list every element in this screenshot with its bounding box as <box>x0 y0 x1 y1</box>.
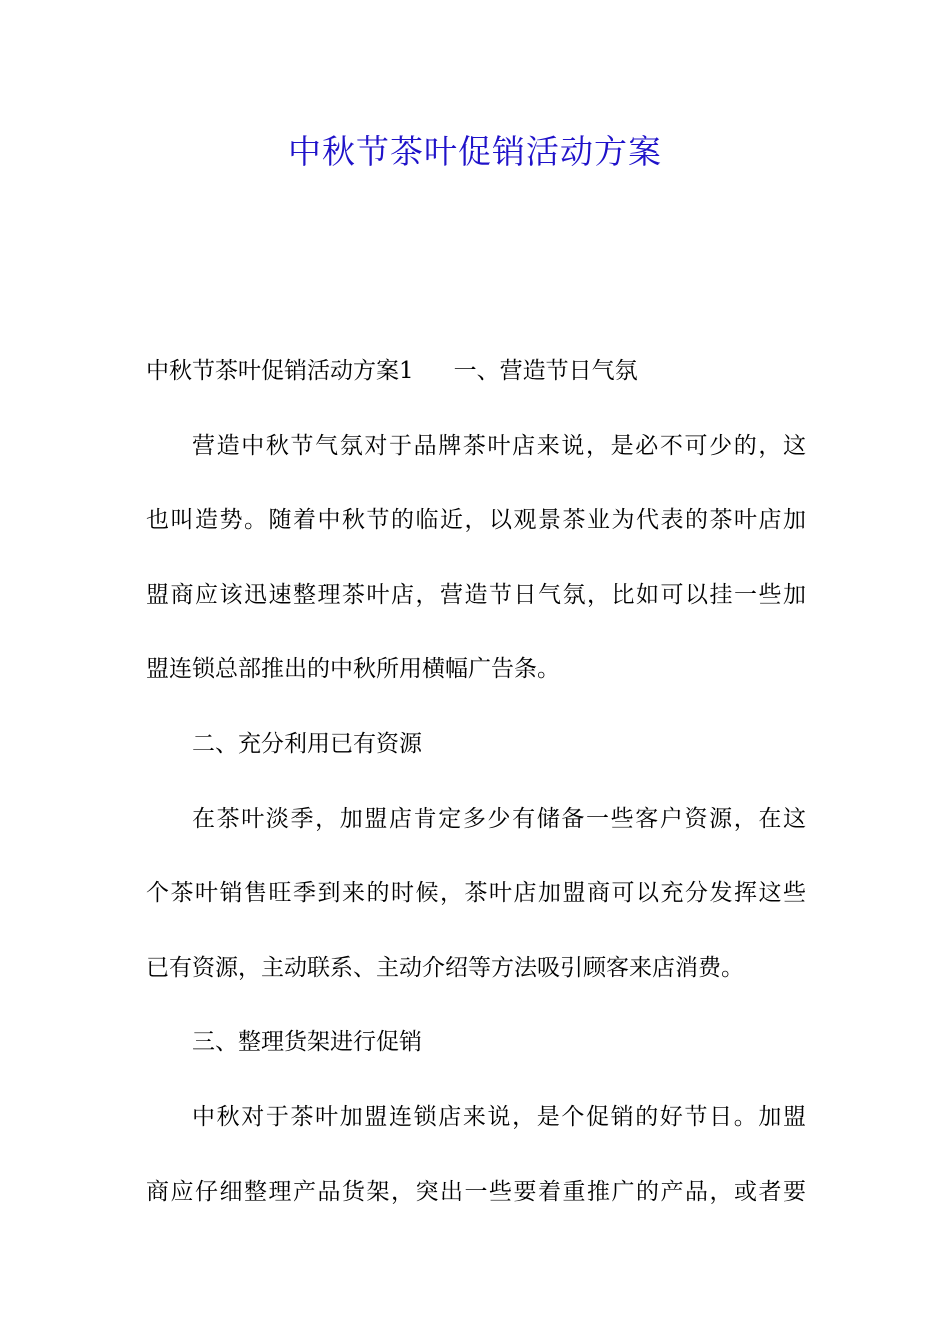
heading-line <box>146 334 806 409</box>
document-body <box>146 334 806 1229</box>
paragraph-3-line-1: 中秋对于茶叶加盟连锁店来说，是个促销的好节日。加盟 <box>192 1103 806 1130</box>
paragraph-1-line-2: 也叫造势。随着中秋节的临近，以观景茶业为代表的茶叶店加 <box>146 507 806 534</box>
doc-name-heading: 中秋节茶叶促销活动方案1 <box>146 358 414 384</box>
paragraph-1-line-4: 盟连锁总部推出的中秋所用横幅广告条。 <box>146 656 560 683</box>
paragraph-2-line-1: 在茶叶淡季，加盟店肯定多少有储备一些客户资源，在这 <box>192 805 806 832</box>
section-heading-1: 一、营造节日气氛 <box>453 358 638 384</box>
section-heading-2: 二、充分利用已有资源 <box>192 730 422 757</box>
paragraph-1-line-1: 营造中秋节气氛对于品牌茶叶店来说，是必不可少的，这 <box>192 432 806 459</box>
paragraph-3-line-2: 商应仔细整理产品货架，突出一些要着重推广的产品，或者要 <box>146 1178 806 1205</box>
paragraph-2-line-3: 已有资源，主动联系、主动介绍等方法吸引顾客来店消费。 <box>146 954 744 981</box>
paragraph-1-line-3: 盟商应该迅速整理茶叶店，营造节日气氛，比如可以挂一些加 <box>146 581 806 608</box>
paragraph-2-line-2: 个茶叶销售旺季到来的时候，茶叶店加盟商可以充分发挥这些 <box>146 880 806 907</box>
section-heading-3: 三、整理货架进行促销 <box>192 1029 422 1056</box>
document-title: 中秋节茶叶促销活动方案 <box>288 132 662 171</box>
